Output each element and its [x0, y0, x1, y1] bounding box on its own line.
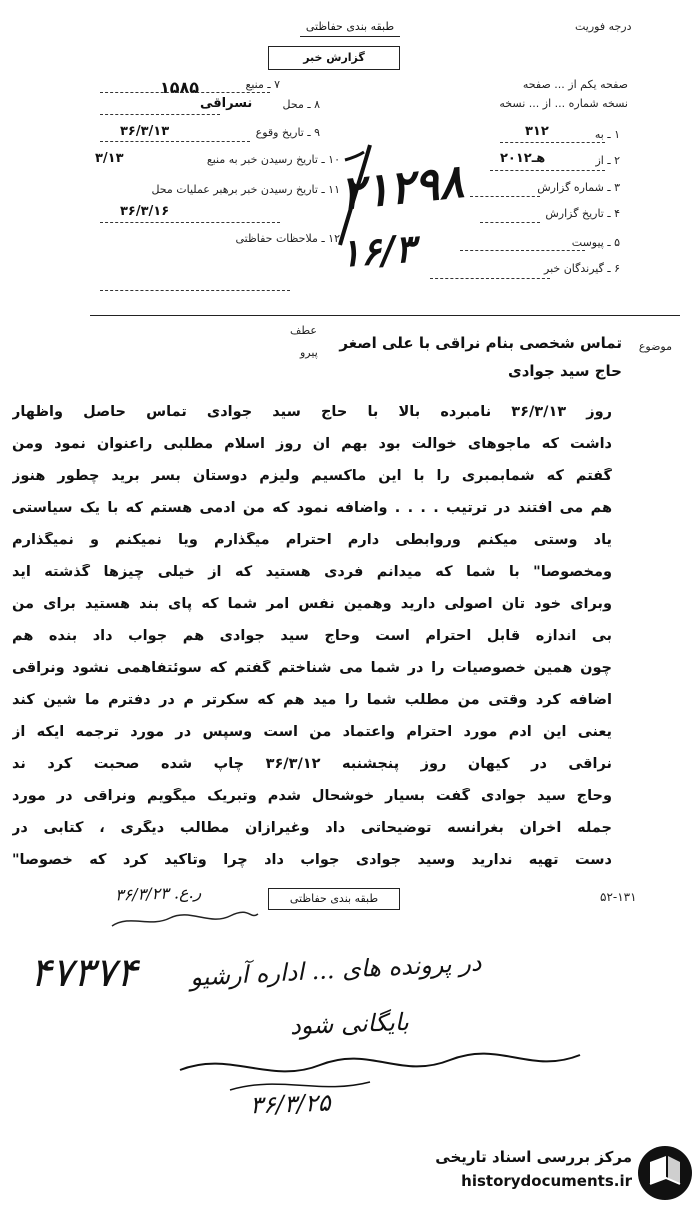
body-line: دست تهیه ندارید وسید جوادی جواب داد چرا وتاکید کرد که خصوصا" [12, 852, 612, 868]
handwritten-reference-date: ۱۶/۳ [338, 225, 417, 276]
body-line: وحاج سید جوادی گفت بسیار خوشحال شدم وتبریک میگویم ونراقی در مورد [12, 788, 612, 804]
watermark-url: historydocuments.ir [461, 1172, 632, 1190]
body-line: نراقی در کیهان روز پنجشنبه ۳۶/۳/۱۲ چاپ شده صحبت کرد ند [12, 756, 612, 772]
signature-note: ر.ع. ۳۶/۳/۲۳ [114, 882, 202, 905]
field-label: ۷ ـ منبع [245, 78, 280, 91]
handwritten-slash-mark [330, 140, 390, 250]
field-label: ۳ ـ شماره گزارش [537, 181, 620, 194]
field-security-notes [236, 232, 341, 245]
bottom-handwritten-note-2: بایگانی شود [289, 1007, 410, 1041]
body-line: وبرای خود تان اصولی دارید وهمین نفس امر شما که پای بند هستید برای من [12, 596, 612, 612]
field-from-value: ۲۰هـ۱۲ [500, 151, 546, 166]
field-label: ۱۲ ـ ملاحظات حفاظتی [235, 232, 340, 245]
body-line: هم می افتند در ترتیب . . . . واضافه نمود که من آدمی هستم که با یک سیاستی [12, 500, 612, 516]
classification-stamp-bottom: طبقه بندی حفاظتی [268, 888, 400, 910]
field-received-source [207, 153, 340, 166]
document-code: ۵۲-۱۳۱ [600, 890, 637, 904]
field-recipients [544, 262, 620, 275]
field-place [283, 98, 320, 111]
classification-stamp-top: طبقه بندی حفاظتی [300, 18, 400, 37]
field-label: ۹ ـ تاریخ وقوع [255, 126, 320, 139]
field-attachment [572, 236, 620, 249]
field-received-ops-value: ۳۶/۳/۱۶ [120, 204, 170, 219]
archive-logo-icon [636, 1144, 694, 1202]
field-from [595, 154, 620, 167]
field-received-source-value: ۳/۱۳ [95, 151, 124, 166]
margin-note-follow: پیرو [300, 346, 318, 359]
field-received-ops [95, 180, 340, 200]
body-line: چون همین خصوصیات را در شما می شناختم گفتم که سوئتفاهمی نشود ونراقی [12, 660, 612, 676]
bottom-handwritten-note-1: در پرونده های ... اداره آرشیو [189, 948, 483, 992]
field-label: ۱۱ ـ تاریخ رسیدن خبر برهبر عملیات محل [151, 183, 340, 196]
watermark-org: مرکز بررسی اسناد تاریخی [435, 1148, 632, 1166]
field-label: ۵ ـ پیوست [571, 236, 620, 249]
header-divider [90, 315, 680, 316]
field-label: ۱۰ ـ تاریخ رسیدن خبر به منبع [206, 153, 340, 166]
serial-number: ۱۵۸۵ [160, 78, 200, 97]
archive-watermark [430, 1140, 700, 1207]
bottom-handwritten-number: ۴۷۳۷۴ [30, 950, 138, 996]
field-occurrence-date [256, 126, 320, 139]
handwritten-reference-number: ۲۱۲۹۸ [337, 153, 467, 221]
field-source [245, 78, 280, 91]
field-occurrence-date-value: ۳۶/۳/۱۳ [120, 124, 170, 139]
subject-line-2: حاج سید جوادی [507, 362, 622, 380]
field-to [595, 128, 620, 141]
body-line: داشت که ماجوهای خوالت بود بهم آن روز اسلام مطلبی راعنوان نمود ومن [12, 436, 612, 452]
field-report-date [545, 207, 620, 220]
field-label: ۸ ـ محل [282, 98, 320, 111]
field-report-number [537, 181, 620, 194]
body-line: گفتم که شمابمبری را با این ماکسیم ولیزم دوستان بسر برید چطور هنوز [12, 468, 612, 484]
bottom-handwriting-strokes [170, 1040, 590, 1100]
field-to-value: ۳۱۲ [525, 124, 549, 139]
copies-line: نسخه شماره ... از ... نسخه [499, 97, 628, 110]
field-label: ۱ ـ به [594, 128, 620, 141]
field-label: ۴ ـ تاریخ گزارش [545, 207, 620, 220]
body-line: یعنی این آدم مورد احترام واعتماد من است وسپس در مورد ترجمه ایکه از [12, 724, 612, 740]
page-line: صفحه یکم از ... صفحه [522, 78, 628, 91]
bottom-handwritten-note-3: ۳۶/۳/۲۵ [249, 1088, 332, 1120]
body-line: یاد وستی میکنم وروابطی دارم احترام میگذارم ویا نمیکنم و نمیگذارم [12, 532, 612, 548]
priority-label: درجه فوریت [575, 20, 632, 33]
field-label: ۶ ـ گیرندگان خبر [544, 262, 620, 275]
field-label: ۲ ـ از [595, 154, 620, 167]
body-line: بی اندازه قابل احترام است وحاج سید جوادی هم جواب داد بنده هم [12, 628, 612, 644]
field-place-value: نسراقی [200, 96, 253, 111]
subject-label: موضوع [638, 340, 672, 353]
body-line: اضافه کرد وقتی من مطلب شما را مید هم که سکرتر م در دفترم ما شین کند [12, 692, 612, 708]
margin-note-reference: عطف [290, 324, 317, 337]
body-line: ومخصوصا" با شما که میدانم فردی هستید که از خیلی چیزها گذشته اید [12, 564, 612, 580]
form-title-stamp: گزارش خبر [268, 46, 400, 70]
signature-scribble [110, 906, 260, 932]
subject-line-1: تماس شخصی بنام نراقی با علی اصغر [339, 334, 622, 352]
body-line: روز ۳۶/۳/۱۳ نامبرده بالا با حاج سید جوادی تماس حاصل واظهار [12, 404, 612, 420]
body-line: جمله آخرآن بغرانسه توضیحاتی داد وغیرازآن مطالب دیگری ، کتابی در [12, 820, 612, 836]
